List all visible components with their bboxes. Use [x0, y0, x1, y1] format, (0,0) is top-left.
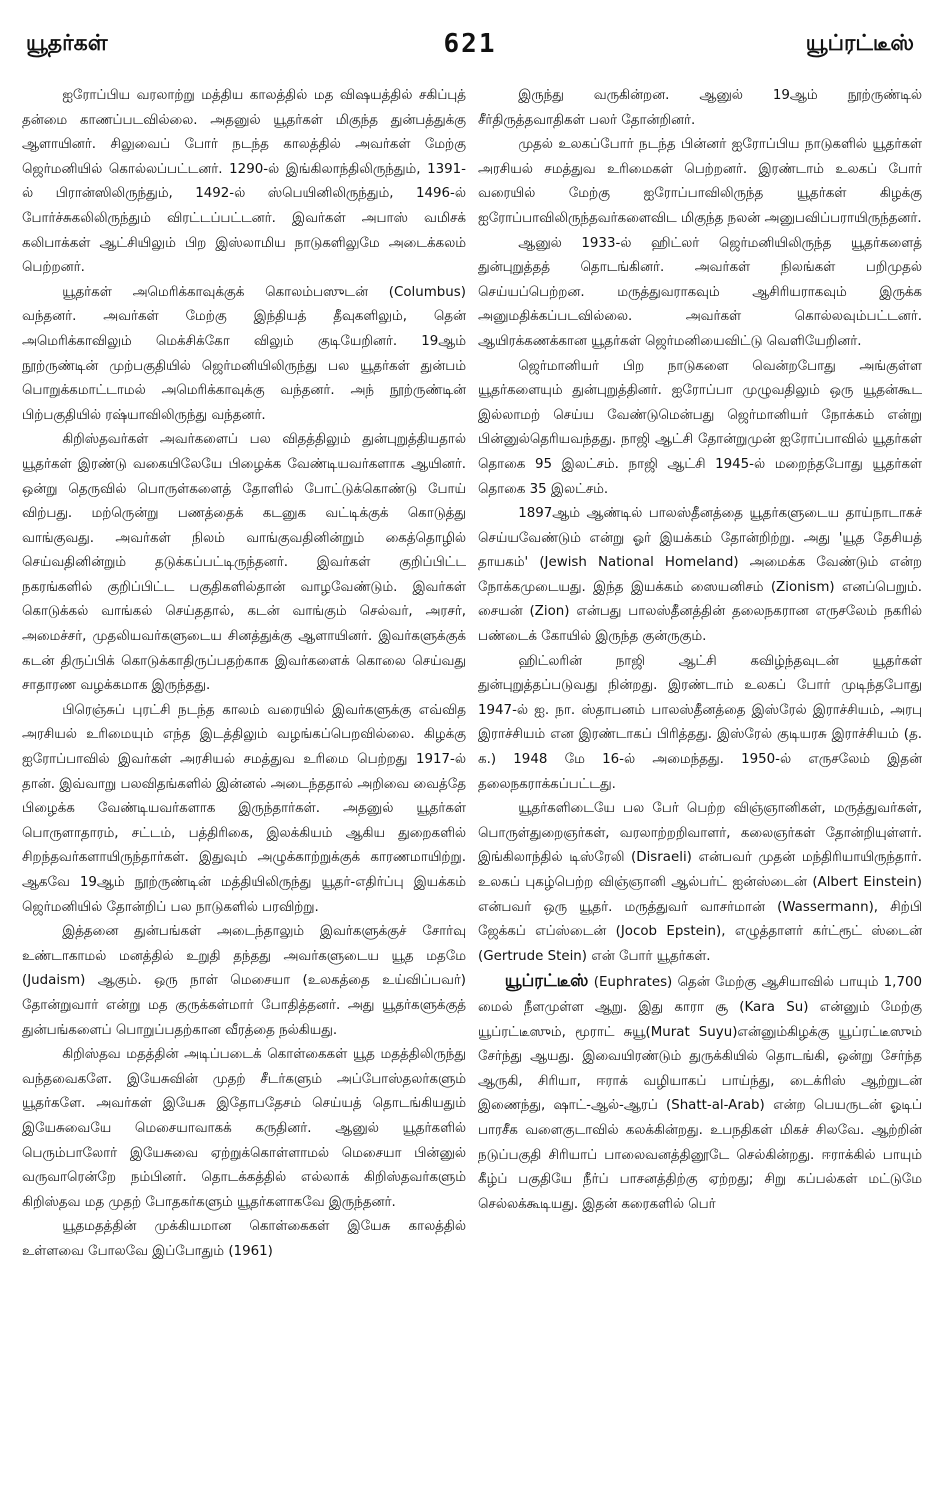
text-columns — [22, 84, 922, 1265]
paragraph: இத்தனை துன்பங்கள் அடைந்தாலும் இவர்களுக்குச் சோர்வு உண்டாகாமல் மனத்தில் உறுதி தந்தது அவர்களுடைய யூத மதமே (Judaism) ஆகும். ஒரு நாள் மெசையா (உலகத்தை உய்விப்பவர்) தோன்றுவார் என்று மத குருக்கள்மார் போதித்தனர். அது யூதர்களுக்குத் துன்பங்களைப் பொறுப்பதற்கான வீரத்தை நல்கியது. — [22, 924, 466, 1038]
paragraph: 1897ஆம் ஆண்டில் பாலஸ்தீனத்தை யூதர்களுடைய தாய்நாடாகச் செய்யவேண்டும் என்று ஓர் இயக்கம் தோன்றிற்று. அது 'யூத தேசியத் தாயகம்' (Jewish National Homeland) அமைக்க வேண்டும் என்ற நோக்கமுடையது. இந்த இயக்கம் ஸையனிசம் (Zionism) எனப்பெறும். சையன் (Zion) என்பது பாலஸ்தீனத்தின் தலைநகரான எருசலேம் நகரில் பண்டைக் கோயில் இருந்த குன்ருகும். — [478, 506, 922, 645]
paragraph: யூதமதத்தின் முக்கியமான கொள்கைகள் இயேசு காலத்தில் உள்ளவை போலவே இப்போதும் (1961) — [22, 1219, 466, 1259]
paragraph: ஹிட்லரின் நாஜி ஆட்சி கவிழ்ந்தவுடன் யூதர்கள் துன்புறுத்தப்படுவது நின்றது. இரண்டாம் உலகப் போர் முடிந்தபோது 1947-ல் ஐ. நா. ஸ்தாபனம் பாலஸ்தீனத்தை இஸ்ரேல் இராச்சியம், அரபு இராச்சியம் என இரண்டாகப் பிரித்தது. இஸ்ரேல் குடியரசு இராச்சியம் (த. க.) 1948 மே 16-ல் அமைந்தது. 1950-ல் எருசலேம் இதன் தலைநகராக்கப்பட்டது. — [478, 653, 922, 792]
right-running-head: யூப்ரட்டீஸ் — [805, 31, 914, 56]
left-running-head: யூதர்கள் — [26, 31, 108, 56]
paragraph: ஐரோப்பிய வரலாற்று மத்திய காலத்தில் மத விஷயத்தில் சகிப்புத் தன்மை காணப்படவில்லை. அதனுல் யூதர்கள் மிகுந்த துன்பத்துக்கு ஆளாயினர். சிலுவைப் போர் நடந்த காலத்தில் அவர்கள் மேற்கு ஜெர்மனியில் கொல்லப்பட்டனர். 1290-ல் இங்கிலாந்திலிருந்தும், 1391-ல் பிரான்ஸிலிருந்தும், 1492-ல் ஸ்பெயினிலிருந்தும், 1496-ல் போர்ச்சுகலிலிருந்தும் விரட்டப்பட்டனர். இவர்கள் அபாஸ் வமிசக் கலிபாக்கள் ஆட்சியிலும் பிற இஸ்லாமிய நாடுகளிலுமே அடைக்கலம் பெற்றனர். — [22, 88, 466, 276]
paragraph: யூதர்களிடையே பல பேர் பெற்ற விஞ்ஞானிகள், மருத்துவர்கள், பொருள்துறைஞர்கள், வரலாற்றறிவாளர், கலைஞர்கள் தோன்றியுள்ளர். இங்கிலாந்தில் டிஸ்ரேலி (Disraeli) என்பவர் முதன் மந்திரியாயிருந்தார். உலகப் புகழ்பெற்ற விஞ்ஞானி ஆல்பர்ட் ஐன்ஸ்டைன் (Albert Einstein) என்பவர் ஒரு யூதர். மருத்துவர் வாசர்மான் (Wassermann), சிற்பி ஜேக்கப் எப்ஸ்டைன் (Jocob Epstein), எழுத்தாளர் கர்ட்ரூட் ஸ்டைன் (Gertrude Stein) என் போர் யூதர்கள். — [478, 801, 922, 964]
page-number: 621 — [443, 29, 497, 59]
paragraph: யூதர்கள் அமெரிக்காவுக்குக் கொலம்பஸுடன் (Columbus) வந்தனர். அவர்கள் மேற்கு இந்தியத் தீவுகளிலும், தென் அமெரிக்காவிலும் மெக்சிக்கோ விலும் குடியேறினர். 19ஆம் நூற்ருண்டின் முற்பகுதியில் ஜெர்மனியிலிருந்து பல யூதர்கள் துன்பம் பொறுக்கமாட்டாமல் அமெரிக்காவுக்கு வந்தனர். அந் நூற்ருண்டின் பிற்பகுதியில் ரஷ்யாவிலிருந்து வந்தனர். — [22, 284, 466, 423]
paragraph: இருந்து வருகின்றன. ஆனுல் 19ஆம் நூற்ருண்டில் சீர்திருத்தவாதிகள் பலர் தோன்றினர். — [478, 88, 922, 128]
paragraph: பிரெஞ்சுப் புரட்சி நடந்த காலம் வரையில் இவர்களுக்கு எவ்வித அரசியல் உரிமையும் எந்த இடத்திலும் வழங்கப்பெறவில்லை. கிழக்கு ஐரோப்பாவில் இவர்கள் அரசியல் சமத்துவ உரிமை பெற்றது 1917-ல் தான். இவ்வாறு பலவிதங்களில் இன்னல் அடைந்ததால் அறிவை வைத்தே பிழைக்க வேண்டியவர்களாக இருந்தார்கள். அதனுல் யூதர்கள் பொருளாதாரம், சட்டம், பத்திரிகை, இலக்கியம் ஆகிய துறைகளில் சிறந்தவர்களாயிருந்தார்கள். இதுவும் அழுக்காற்றுக்குக் காரணமாயிற்று. ஆகவே 19ஆம் நூற்ருண்டின் மத்தியிலிருந்து யூதர்-எதிர்ப்பு இயக்கம் ஜெர்மனியில் தோன்றிப் பல நாடுகளில் பரவிற்று. — [22, 702, 466, 915]
right-column — [478, 84, 922, 1265]
entry-text: (Euphrates) தென் மேற்கு ஆசியாவில் பாயும் 1,700 மைல் நீளமுள்ள ஆறு. இது காரா சூ (Kara Su) என்னும் மேற்கு யூப்ரட்டீஸும், மூராட் சுயூ(Murat Suyu)என்னும்கிழக்கு யூப்ரட்டீஸும் சேர்ந்து ஆயது. இவையிரண்டும் துருக்கியில் தொடங்கி, ஒன்று சேர்ந்த ஆருகி, சிரியா, ஈராக் வழியாகப் பாய்ந்து, டைக்ரிஸ் ஆற்றுடன் இணைந்து, ஷாட்-ஆல்-ஆரப் (Shatt-al-Arab) என்ற பெயருடன் ஓடிப் பாரசீக வளைகுடாவில் கலக்கின்றது. உபநதிகள் மிகச் சிலவே. ஆற்றின் நடுப்பகுதி சிரியாப் பாலைவனத்தினூடே செல்கின்றது. ஈராக்கில் பாயும் கீழ்ப் பகுதியே நீர்ப் பாசனத்திற்கு ஏற்றது; சிறு கப்பல்கள் மட்டுமே செல்லக்கூடியது. இதன் கரைகளில் பெர் — [478, 975, 922, 1212]
paragraph: முதல் உலகப்போர் நடந்த பின்னர் ஐரோப்பிய நாடுகளில் யூதர்கள் அரசியல் சமத்துவ உரிமைகள் பெற்றனர். இரண்டாம் உலகப் போர் வரையில் மேற்கு ஐரோப்பாவிலிருந்த யூதர்கள் கிழக்கு ஐரோப்பாவிலிருந்தவர்களைவிட மிகுந்த நலன் அனுபவிப்பராயிருந்தனர். — [478, 137, 922, 226]
entry-headword: யூப்ரட்டீஸ் — [504, 971, 589, 992]
paragraph: ஆனுல் 1933-ல் ஹிட்லர் ஜெர்மனியிலிருந்த யூதர்களைத் துன்புறுத்தத் தொடங்கினர். அவர்கள் நிலங்கள் பறிமுதல் செய்யப்பெற்றன. மருத்துவராகவும் ஆசிரியராகவும் இருக்க அனுமதிக்கப்படவில்லை. அவர்கள் கொல்லவும்பட்டனர். ஆயிரக்கணக்கான யூதர்கள் ஜெர்மனியைவிட்டு வெளியேறினர். — [478, 235, 922, 349]
page-header — [20, 30, 920, 80]
paragraph: கிறிஸ்தவர்கள் அவர்களைப் பல விதத்திலும் துன்புறுத்தியதால் யூதர்கள் இரண்டு வகையிலேயே பிழைக்க வேண்டியவர்களாக ஆயினர். ஒன்று தெருவில் பொருள்களைத் தோளில் போட்டுக்கொண்டு போய் விற்பது. மற்ருென்று பணத்தைக் கடனுக வட்டிக்குக் கொடுத்து வாங்குவது. அவர்கள் நிலம் வாங்குவதினின்றும் கைத்தொழில் செய்வதினின்றும் தடுக்கப்பட்டிருந்தனர். இவர்கள் குறிப்பிட்ட நகரங்களில் குறிப்பிட்ட பகுதிகளில்தான் வாழவேண்டும். இவர்கள் கொடுக்கல் வாங்கல் செய்ததால், கடன் வாங்கும் செல்வர், அரசர், அமைச்சர், முதலியவர்களுடைய சினத்துக்கு ஆளாயினர். இவர்களுக்குக் கடன் திருப்பிக் கொடுக்காதிருப்பதற்காக இவர்களைக் கொலை செய்வது சாதாரண வழக்கமாக இருந்தது. — [22, 432, 466, 694]
paragraph: ஜெர்மானியர் பிற நாடுகளை வென்றபோது அங்குள்ள யூதர்களையும் துன்புறுத்தினர். ஐரோப்பா முழுவதிலும் ஒரு யூதன்கூட இல்லாமற் செய்ய வேண்டுமென்பது ஜெர்மானியர் நோக்கம் என்று பின்னுல்தெரியவந்தது. நாஜி ஆட்சி தோன்றுமுன் ஐரோப்பாவில் யூதர்கள் தொகை 95 இலட்சம். நாஜி ஆட்சி 1945-ல் மறைந்தபோது யூதர்கள் தொகை 35 இலட்சம். — [478, 358, 922, 497]
paragraph: கிறிஸ்தவ மதத்தின் அடிப்படைக் கொள்கைகள் யூத மதத்திலிருந்து வந்தவைகளே. இயேசுவின் முதற் சீடர்களும் அப்போஸ்தலர்களும் யூதர்களே. அவர்கள் இயேசு இதோபதேசம் செய்யத் தொடங்கியதும் இயேசுவையே மெசையாவாகக் கருதினர். ஆனுல் யூதர்களில் பெரும்பாலோர் இயேசுவை ஏற்றுக்கொள்ளாமல் மெசையா பின்னுல் வருவாரென்றே நம்பினர். தொடக்கத்தில் எல்லாக் கிறிஸ்தவர்களும் கிறிஸ்தவ மத முதற் போதகர்களும் யூதர்களாகவே இருந்தனர். — [22, 1047, 466, 1210]
left-column — [22, 84, 466, 1265]
entry-euphrates — [478, 969, 922, 1217]
